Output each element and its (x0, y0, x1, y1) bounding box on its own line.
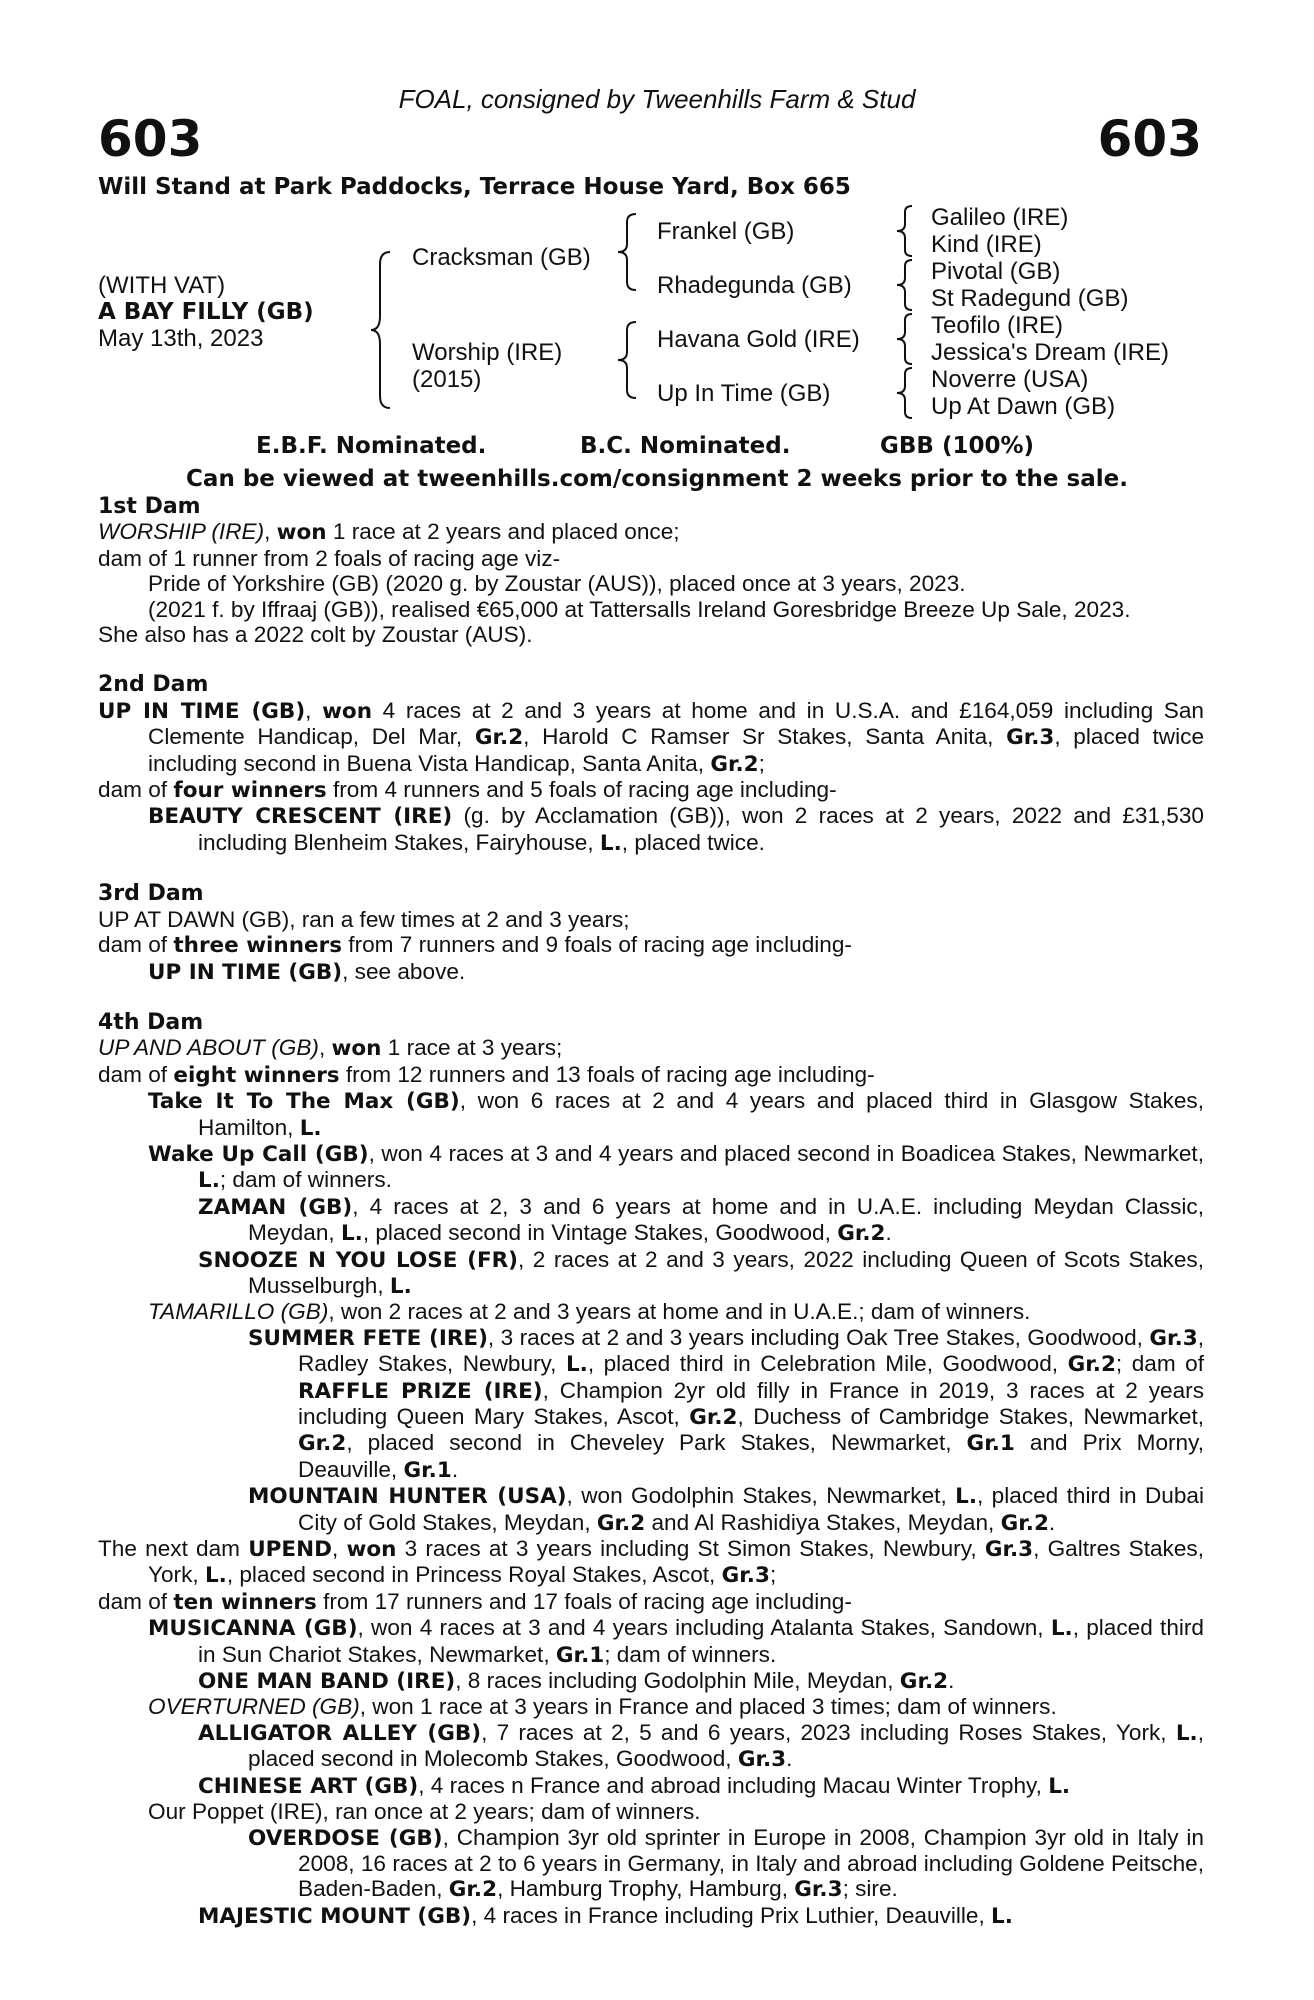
grade: L. (565, 1352, 588, 1378)
text: , Galtres Stakes, York, (148, 1536, 1204, 1588)
text: The next dam (98, 1536, 249, 1562)
grade: Gr.1 (403, 1457, 452, 1483)
horse-name: UP IN TIME (GB) (148, 959, 343, 985)
horse-name: ALLIGATOR ALLEY (GB) (198, 1720, 482, 1746)
dam-name: WORSHIP (IRE) (98, 519, 265, 545)
grade: Gr.2 (689, 1405, 738, 1430)
progeny-entry (98, 1194, 1204, 1247)
grade: L. (1048, 1773, 1071, 1799)
horse-name: SNOOZE N YOU LOSE (FR) (198, 1247, 519, 1273)
brace-g2 (892, 258, 918, 312)
text: , (331, 1536, 347, 1562)
ggp-3: Pivotal (GB) (931, 258, 1061, 285)
grade: Gr.2 (448, 1877, 498, 1903)
fourth-dam-record (98, 1035, 1204, 1061)
viewing-note: Can be viewed at tweenhills.com/consignment 2 weeks prior to the sale. (186, 466, 1128, 492)
grade: Gr.1 (966, 1431, 1015, 1457)
grade: Gr.2 (899, 1669, 949, 1695)
horse-name: TAMARILLO (GB) (148, 1299, 329, 1325)
text: , placed second in Princess Royal Stakes, Ascot, (226, 1562, 722, 1588)
stand-location: Will Stand at Park Paddocks, Terrace House Yard, Box 665 (98, 174, 851, 200)
ggp-6: Jessica's Dream (IRE) (931, 339, 1169, 366)
text: . (786, 1746, 793, 1772)
text: 4 races at 2 and 3 years at home and in U.S.A. and £164,059 including San Clemente Handicap, Del Mar, (148, 697, 1204, 750)
text: , won 6 races at 2 and 4 years and placed third in Glasgow Stakes, Hamilton, (198, 1088, 1204, 1140)
horse-name: RAFFLE PRIZE (IRE) (298, 1378, 543, 1404)
text: from 12 runners and 13 foals of racing age including- (339, 1061, 875, 1087)
text: ; (758, 750, 765, 776)
progeny-entry: Our Poppet (IRE), ran once at 2 years; dam of winners. (148, 1799, 701, 1825)
first-dam-line-5: She also has a 2022 colt by Zoustar (AUS). (98, 622, 533, 648)
text: , (305, 697, 323, 723)
text: , won 1 race at 3 years in France and placed 3 times; dam of winners. (359, 1694, 1057, 1720)
grade: L. (340, 1221, 363, 1247)
progeny-entry (98, 1247, 1204, 1300)
text: . (451, 1456, 459, 1482)
first-dam-progeny-1: Pride of Yorkshire (GB) (2020 g. by Zoustar (AUS)), placed once at 3 years, 2023. (148, 571, 966, 597)
consignor-line: FOAL, consigned by Tweenhills Farm & Stud (398, 84, 916, 114)
grade: L. (599, 830, 622, 856)
text: , (264, 519, 277, 545)
won-label: won (276, 520, 327, 546)
horse-name: Take It To The Max (GB) (148, 1089, 460, 1115)
text: ; dam of winners. (219, 1167, 392, 1193)
dam-name: UP AND ABOUT (GB) (98, 1035, 319, 1061)
horse-name: OVERTURNED (GB) (148, 1694, 360, 1720)
dam-dam: Up In Time (GB) (657, 380, 831, 407)
text: , won Godolphin Stakes, Newmarket, (566, 1483, 956, 1509)
progeny-entry (98, 1299, 1204, 1324)
grade: L. (1050, 1616, 1073, 1642)
grade: L. (389, 1273, 412, 1299)
ggp-4: St Radegund (GB) (931, 285, 1129, 312)
text: , Harold C Ramser Sr Stakes, Santa Anita, (523, 724, 1007, 750)
spacer (98, 985, 1204, 1010)
progeny-entry (98, 1903, 1204, 1929)
third-dam-heading: 3rd Dam (98, 881, 204, 907)
grade: Gr.2 (710, 751, 759, 777)
progeny-entry (98, 1825, 1204, 1903)
grade: Gr.2 (298, 1431, 347, 1457)
text: , 8 races including Godolphin Mile, Meydan, (455, 1668, 900, 1694)
text: , 3 races at 2 and 3 years including Oak Tree Stakes, Goodwood, (487, 1324, 1150, 1350)
text: , (318, 1035, 332, 1061)
text: , won 4 races at 3 and 4 years and placed second in Boadicea Stakes, Newmarket, (368, 1140, 1204, 1166)
grade: L. (991, 1903, 1013, 1929)
ggp-1: Galileo (IRE) (931, 204, 1069, 231)
grade: Gr.2 (474, 725, 524, 751)
horse-name: BEAUTY CRESCENT (IRE) (148, 804, 453, 830)
won-label: won (331, 1036, 382, 1062)
dam-year: (2015) (412, 366, 482, 393)
text: . (885, 1220, 892, 1246)
sire-dam: Rhadegunda (GB) (657, 272, 852, 299)
gbb-rating: GBB (100%) (880, 433, 1035, 459)
brace-dam-parents (614, 320, 644, 400)
text: , placed third in Sun Chariot Stakes, Newmarket, (198, 1615, 1204, 1667)
second-dam-produce (98, 777, 1204, 803)
text: ; dam of (1115, 1351, 1204, 1377)
grade: Gr.3 (737, 1747, 787, 1773)
grade: Gr.2 (837, 1221, 886, 1247)
text: . (1048, 1509, 1056, 1535)
text: 1 race at 3 years; (381, 1035, 563, 1061)
progeny-entry (98, 1615, 1204, 1668)
grade: Gr.3 (721, 1563, 770, 1589)
won-label: won (322, 698, 373, 724)
text: , 4 races n France and abroad including Macau Winter Trophy, (418, 1772, 1049, 1798)
sire: Cracksman (GB) (412, 244, 591, 271)
ggp-5: Teofilo (IRE) (931, 312, 1064, 339)
second-dam-heading: 2nd Dam (98, 672, 209, 698)
text: , Radley Stakes, Newbury, (298, 1324, 1204, 1377)
grade: L. (204, 1563, 227, 1589)
horse-name: SUMMER FETE (IRE) (248, 1325, 488, 1351)
progeny-entry (98, 1483, 1204, 1536)
text: from 7 runners and 9 foals of racing age including- (342, 932, 852, 958)
next-dam-record (98, 1536, 1204, 1589)
progeny-entry (98, 1141, 1204, 1194)
horse-name: Wake Up Call (GB) (148, 1141, 369, 1167)
ggp-7: Noverre (USA) (931, 366, 1089, 393)
text: , placed third in Dubai City of Gold Stakes, Meydan, (298, 1483, 1204, 1535)
winners-count: eight winners (173, 1062, 340, 1088)
fourth-dam-produce (98, 1062, 1204, 1088)
text: , 4 races at 2, 3 and 6 years at home and in U.A.E. including Meydan Classic, Meydan, (248, 1193, 1204, 1246)
progeny-entry (98, 803, 1204, 856)
next-dam-produce (98, 1589, 1204, 1615)
text: dam of (98, 1061, 174, 1087)
text: (g. by Acclamation (GB)), won 2 races at 2 years, 2022 and £31,530 including Blenheim Stakes, Fairyhouse, (198, 803, 1204, 855)
grade: L. (955, 1484, 977, 1510)
dam: Worship (IRE) (412, 339, 563, 366)
ggp-2: Kind (IRE) (931, 231, 1042, 258)
horse-name: MOUNTAIN HUNTER (USA) (248, 1484, 567, 1510)
text: dam of (98, 932, 174, 958)
text: , Champion 2yr old filly in France in 2019, 3 races at 2 years including Queen Mary Stakes, Ascot, (298, 1377, 1204, 1429)
text: 1 race at 2 years and placed once; (326, 519, 680, 545)
text: , placed second in Cheveley Park Stakes, Newmarket, (346, 1430, 967, 1456)
text: , placed twice. (621, 829, 765, 855)
text: , Hamburg Trophy, Hamburg, (497, 1876, 795, 1902)
text: , Champion 3yr old sprinter in Europe in 2008, Champion 3yr old in Italy in 2008, 16 races at 2 to 6 years in Germany, in Italy and abroad including Goldene Peitsche, Baden-Baden, (298, 1824, 1204, 1902)
progeny-entry (98, 1325, 1204, 1483)
winners-count: ten winners (173, 1589, 317, 1615)
text: , placed second in Molecomb Stakes, Goodwood, (248, 1719, 1204, 1772)
grade: Gr.2 (596, 1510, 646, 1536)
lot-number-right: 603 (1097, 110, 1202, 168)
horse-name: MAJESTIC MOUNT (GB) (198, 1903, 472, 1929)
won-label: won (346, 1537, 397, 1563)
horse-name: UPEND (248, 1537, 332, 1563)
grade: Gr.3 (984, 1537, 1034, 1563)
third-dam-produce (98, 932, 1204, 958)
ggp-8: Up At Dawn (GB) (931, 393, 1116, 420)
grade: Gr.1 (555, 1642, 605, 1668)
grade: Gr.2 (1067, 1352, 1116, 1378)
text: , see above. (342, 958, 466, 984)
winners-count: four winners (173, 778, 327, 804)
vat-note: (WITH VAT) (98, 272, 226, 299)
first-dam-progeny-2: (2021 f. by Iffraaj (GB)), realised €65,000 at Tattersalls Ireland Goresbridge Breeze Up Sale, 2023. (148, 596, 1131, 622)
progeny-entry (98, 1088, 1204, 1141)
spacer (98, 647, 1204, 672)
text: , placed third in Celebration Mile, Goodwood, (587, 1351, 1068, 1377)
ebf-nomination: E.B.F. Nominated. (256, 433, 487, 459)
bc-nomination: B.C. Nominated. (580, 433, 791, 459)
brace-g1 (892, 204, 918, 258)
foaling-date: May 13th, 2023 (98, 325, 264, 352)
first-dam-line-1 (98, 519, 1204, 545)
third-dam-record: UP AT DAWN (GB), ran a few times at 2 and 3 years; (98, 906, 630, 932)
text: and Prix Morny, Deauville, (298, 1430, 1204, 1482)
text: dam of (98, 1588, 174, 1614)
text: . (948, 1668, 955, 1694)
text: , placed twice including second in Buena Vista Handicap, Santa Anita, (148, 724, 1205, 776)
text: and Al Rashidiya Stakes, Meydan, (645, 1509, 1001, 1535)
text: ; dam of winners. (604, 1641, 777, 1667)
dam-sire: Havana Gold (IRE) (657, 326, 860, 353)
text: ; (769, 1562, 777, 1588)
lot-name: A BAY FILLY (GB) (98, 299, 314, 325)
text: , won 4 races at 3 and 4 years including Atalanta Stakes, Sandown, (357, 1615, 1051, 1641)
horse-name: ONE MAN BAND (IRE) (198, 1669, 456, 1695)
second-dam-record (98, 698, 1204, 777)
fourth-dam-heading: 4th Dam (98, 1009, 204, 1035)
horse-name: CHINESE ART (GB) (198, 1773, 419, 1799)
brace-parents (368, 250, 398, 410)
grade: Gr.2 (1000, 1510, 1049, 1536)
grade: L. (198, 1168, 220, 1194)
text: from 4 runners and 5 foals of racing age including- (326, 777, 837, 803)
sire-sire: Frankel (GB) (657, 218, 795, 245)
text: 3 races at 3 years including St Simon Stakes, Newbury, (396, 1536, 985, 1562)
horse-name: ZAMAN (GB) (198, 1194, 353, 1220)
dam-history (98, 494, 1204, 1929)
winners-count: three winners (173, 933, 343, 959)
lot-number-left: 603 (98, 110, 203, 168)
grade: Gr.3 (1006, 725, 1055, 751)
progeny-entry (98, 959, 1204, 985)
brace-g4 (892, 366, 918, 420)
text: , 2 races at 2 and 3 years, 2022 including Queen of Scots Stakes, Musselburgh, (248, 1246, 1204, 1298)
progeny-entry (98, 1773, 1204, 1799)
horse-name: MUSICANNA (GB) (148, 1616, 358, 1642)
progeny-entry (98, 1668, 1204, 1694)
text: , Duchess of Cambridge Stakes, Newmarket, (737, 1404, 1205, 1429)
grade: Gr.3 (1149, 1325, 1198, 1351)
text: ; sire. (842, 1876, 898, 1902)
horse-name: UP IN TIME (GB) (98, 698, 306, 724)
brace-g3 (892, 312, 918, 366)
brace-sire-parents (614, 212, 644, 292)
text: , 4 races in France including Prix Luthier, Deauville, (471, 1902, 992, 1928)
grade: Gr.3 (794, 1877, 843, 1903)
text: from 17 runners and 17 foals of racing age including- (316, 1588, 852, 1614)
progeny-entry (98, 1720, 1204, 1773)
first-dam-heading: 1st Dam (98, 494, 201, 519)
text: , won 2 races at 2 and 3 years at home and in U.A.E.; dam of winners. (328, 1299, 1031, 1325)
text: dam of (98, 777, 174, 803)
spacer (98, 856, 1204, 881)
grade: L. (1175, 1720, 1198, 1746)
horse-name: OVERDOSE (GB) (248, 1825, 443, 1851)
progeny-entry (98, 1694, 1204, 1719)
text: , placed second in Vintage Stakes, Goodwood, (362, 1220, 838, 1246)
grade: L. (299, 1115, 322, 1141)
text: , 7 races at 2, 5 and 6 years, 2023 including Roses Stakes, York, (481, 1719, 1176, 1745)
first-dam-line-2: dam of 1 runner from 2 foals of racing age viz- (98, 545, 561, 571)
